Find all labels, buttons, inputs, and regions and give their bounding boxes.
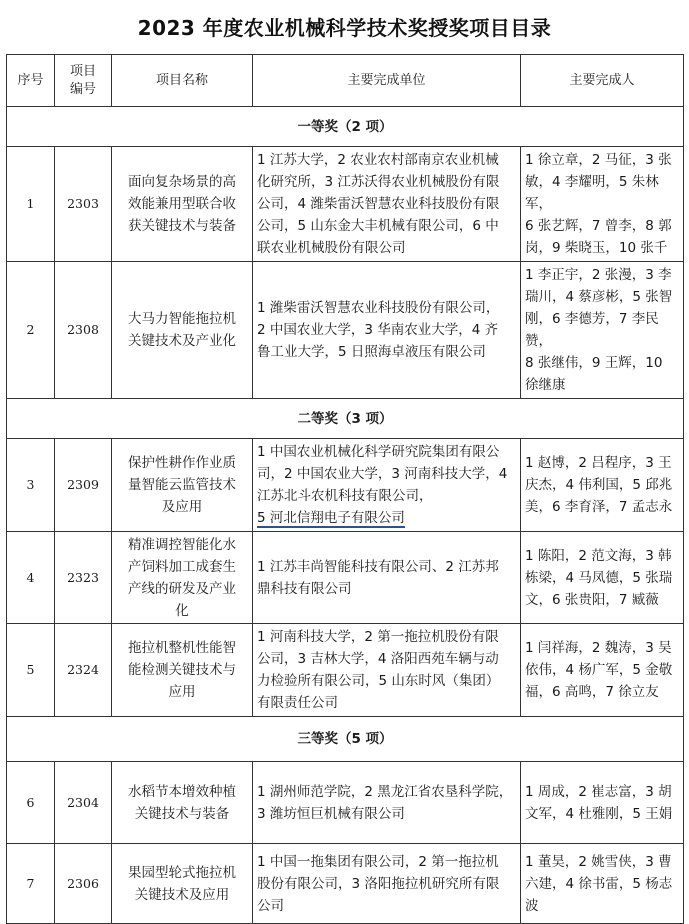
header-code	[55, 55, 112, 107]
level-row	[7, 107, 684, 147]
header-unit: 主要完成单位	[253, 55, 521, 107]
header-code-label: 项目 编号	[69, 63, 96, 97]
row-persons	[521, 762, 684, 844]
table-row	[7, 439, 684, 532]
units-text: 1 中国一拖集团有限公司，2 第一拖拉机 股份有限公司，3 洛阳拖拉机研究所有限 公司	[257, 853, 500, 914]
row-project-name	[112, 532, 253, 624]
row-seq: 3	[7, 439, 55, 532]
persons-text: 1 赵博，2 吕程序，3 王 庆杰，4 伟利国，5 邱兆 美，6 李育泽，7 孟志永	[525, 455, 673, 515]
persons-text: 1 周成，2 崔志富，3 胡 文军，4 杜雅刚，5 王娟	[525, 783, 673, 822]
project-name-text: 保护性耕作作业质 量智能云监管技术 及应用	[128, 455, 236, 515]
persons-text: 1 董昊，2 姚雪侠，3 曹 六建，4 徐书雷，5 杨志 波	[525, 853, 673, 914]
row-seq: 1	[7, 147, 55, 262]
row-units	[253, 624, 521, 717]
row-code: 2304	[55, 762, 112, 844]
project-name-text: 果园型轮式拖拉机 关键技术及应用	[128, 864, 236, 903]
header-seq: 序号	[7, 55, 55, 107]
persons-text: 1 徐立章，2 马征，3 张 敏，4 李耀明，5 朱林军， 6 张艺辉，7 曾李，8 郭 岗，9 柴晓玉，10 张千	[525, 152, 672, 256]
row-code: 2303	[55, 147, 112, 262]
header-name: 项目名称	[112, 55, 253, 107]
row-code: 2323	[55, 532, 112, 624]
row-code: 2309	[55, 439, 112, 532]
underlined-unit-text: 5 河北信翔电子有限公司	[257, 510, 405, 526]
row-units	[253, 147, 521, 262]
project-name-text: 精准调控智能化水 产饲料加工成套生 产线的研发及产业 化	[128, 536, 236, 619]
level-label: 一等奖（2 项）	[7, 107, 684, 147]
table-row	[7, 762, 684, 844]
persons-text: 1 李正宇，2 张漫，3 李 瑞川，4 蔡彦彬，5 张智 刚，6 李德芳，7 李民赞， 8 张继伟，9 王辉，10 徐继康	[525, 267, 673, 393]
level-label: 三等奖（5 项）	[7, 717, 684, 762]
row-seq: 4	[7, 532, 55, 624]
row-seq: 2	[7, 262, 55, 399]
units-text: 1 中国农业机械化科学研究院集团有限公 司，2 中国农业大学，3 河南科技大学，4 江苏北斗农机科技有限公司，	[257, 444, 508, 504]
row-persons	[521, 532, 684, 624]
units-text: 1 江苏大学，2 农业农村部南京农业机械 化研究所，3 江苏沃得农业机械股份有限 公司，4 潍柴雷沃智慧农业科技股份有限 公司，5 山东金大丰机械有限公司，6 中 联农业机械股份有限公司	[257, 152, 500, 256]
row-seq: 5	[7, 624, 55, 717]
award-table	[6, 54, 684, 924]
project-name-text: 拖拉机整机性能智 能检测关键技术与 应用	[128, 640, 236, 700]
table-row	[7, 532, 684, 624]
level-row	[7, 717, 684, 762]
project-name-text: 水稻节本增效种植 关键技术与装备	[128, 783, 236, 822]
table-row	[7, 624, 684, 717]
row-project-name	[112, 147, 253, 262]
row-persons	[521, 439, 684, 532]
row-persons	[521, 147, 684, 262]
row-persons	[521, 262, 684, 399]
row-project-name	[112, 624, 253, 717]
persons-text: 1 陈阳，2 范文海，3 韩 栋梁，4 马凤德，5 张瑞 文，6 张贵阳，7 臧薇	[525, 547, 673, 608]
row-project-name	[112, 262, 253, 399]
table-header-row	[7, 55, 684, 107]
row-units	[253, 532, 521, 624]
project-name-text: 大马力智能拖拉机 关键技术及产业化	[128, 311, 236, 349]
level-row	[7, 399, 684, 439]
document-title: 2023 年度农业机械科学技术奖授奖项目目录	[137, 16, 552, 40]
row-project-name	[112, 762, 253, 844]
persons-text: 1 闫祥海，2 魏涛，3 吴 依伟，4 杨广军，5 金敬 福，6 高鸣，7 徐立友	[525, 640, 673, 700]
table-row	[7, 262, 684, 399]
units-text: 1 河南科技大学，2 第一拖拉机股份有限 公司，3 吉林大学，4 洛阳西苑车辆与动 力检验所有限公司，5 山东时风（集团） 有限责任公司	[257, 629, 500, 711]
units-text: 1 潍柴雷沃智慧农业科技股份有限公司， 2 中国农业大学，3 华南农业大学，4 齐 鲁工业大学，5 日照海卓液压有限公司	[257, 300, 500, 360]
row-units	[253, 439, 521, 532]
row-code: 2308	[55, 262, 112, 399]
row-seq: 7	[7, 844, 55, 924]
project-name-text: 面向复杂场景的高 效能兼用型联合收 获关键技术与装备	[128, 174, 236, 234]
row-code: 2324	[55, 624, 112, 717]
table-row	[7, 147, 684, 262]
units-text: 1 湖州师范学院，2 黑龙江省农垦科学院， 3 潍坊恒巨机械有限公司	[257, 783, 513, 822]
row-code: 2306	[55, 844, 112, 924]
level-label: 二等奖（3 项）	[7, 399, 684, 439]
row-units	[253, 262, 521, 399]
units-text: 1 江苏丰尚智能科技有限公司、2 江苏邦 鼎科技有限公司	[257, 558, 499, 597]
row-project-name	[112, 439, 253, 532]
header-person: 主要完成人	[521, 55, 684, 107]
row-units	[253, 762, 521, 844]
row-seq: 6	[7, 762, 55, 844]
row-persons	[521, 624, 684, 717]
